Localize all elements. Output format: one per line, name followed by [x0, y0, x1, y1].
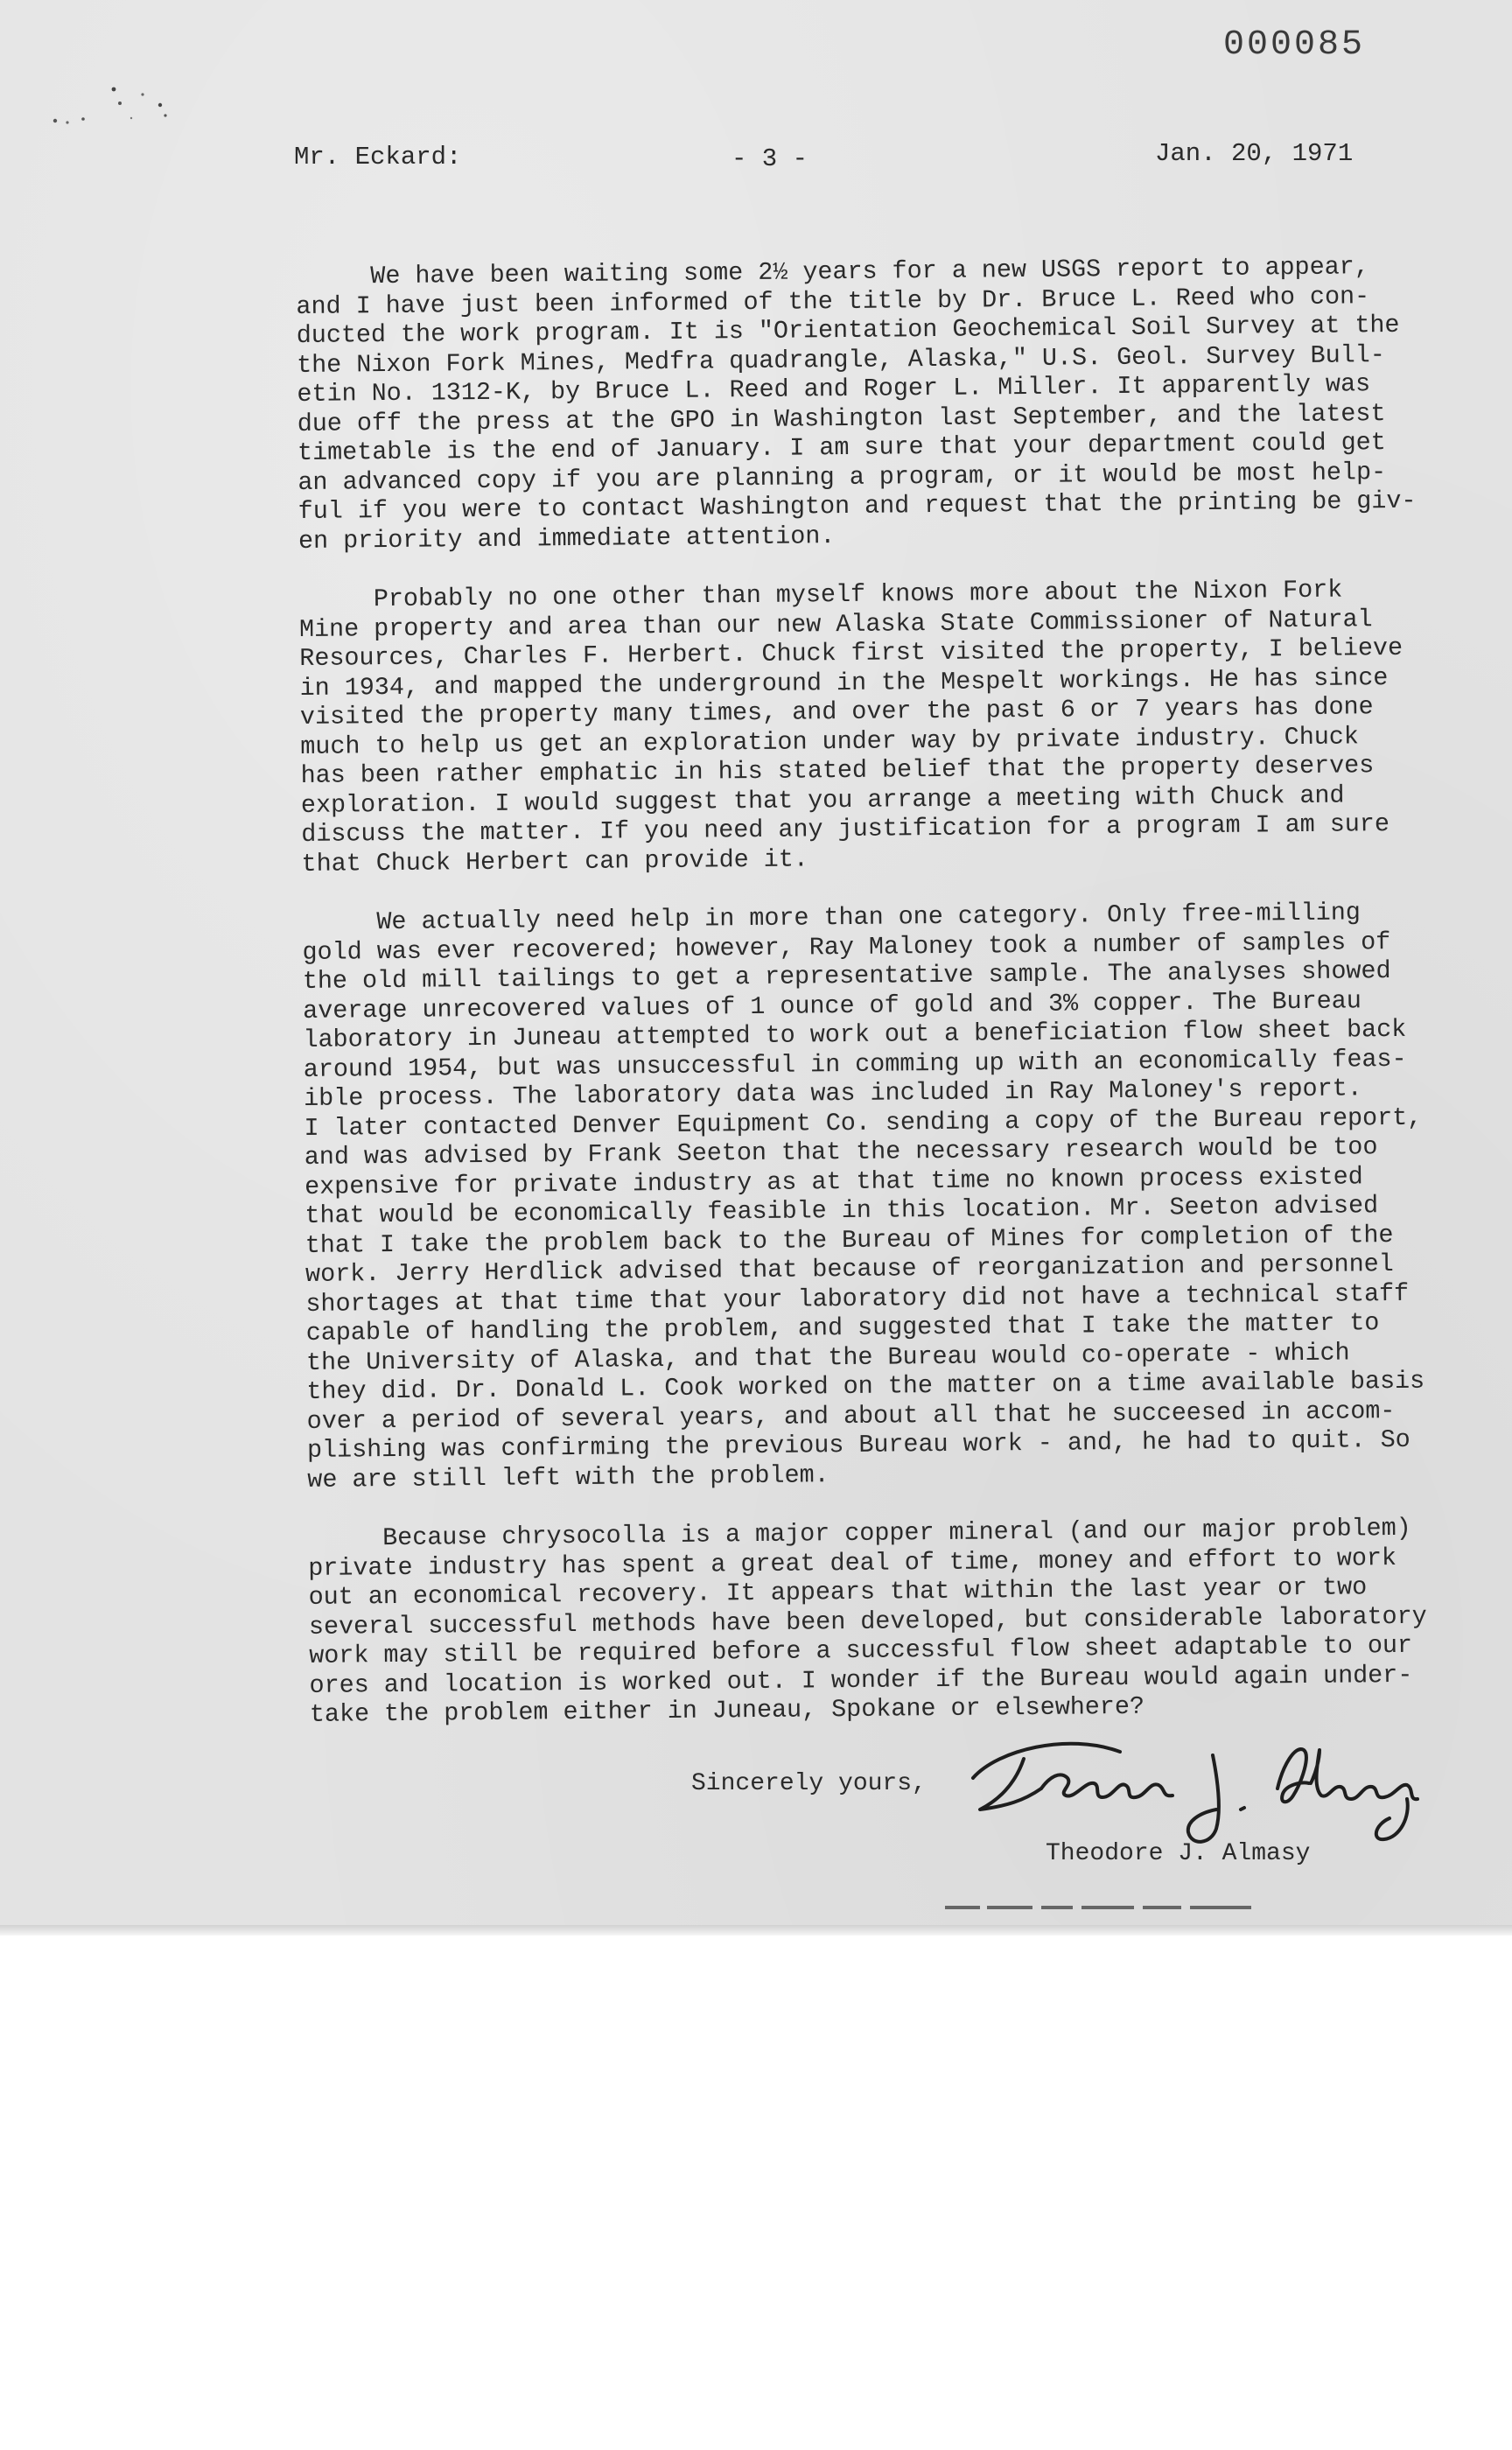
text-line: they did. Dr. Donald L. Cook worked on the matter on a time available basis — [306, 1366, 1425, 1406]
text-line: visited the property many times, and over the past 6 or 7 years has done — [299, 692, 1374, 732]
text-line: in 1934, and mapped the underground in the Mespelt workings. He has since — [299, 662, 1389, 703]
text-line: capable of handling the problem, and suggested that I take the matter to — [305, 1308, 1380, 1348]
text-line: ducted the work program. It is "Orientation Geochemical Soil Survey at the — [296, 310, 1400, 350]
cut-off-text-fragment — [945, 1904, 1278, 1911]
text-line: the University of Alaska, and that the Bureau would co-operate - which — [305, 1337, 1350, 1377]
text-line: I later contacted Denver Equipment Co. sending a copy of the Bureau report, — [304, 1102, 1423, 1143]
text-line: that I take the problem back to the Bureau of Mines for completion of the — [304, 1220, 1394, 1260]
text-line: ores and location is worked out. I wonder if the Bureau would again under- — [309, 1660, 1413, 1700]
paragraph — [296, 252, 1417, 556]
text-line: around 1954, but was unsuccessful in comming up with an economically feas- — [303, 1044, 1407, 1084]
text-line: en priority and immediate attention. — [298, 521, 836, 556]
text-line: the old mill tailings to get a representative sample. The analyses showed — [302, 956, 1391, 996]
text-line: discuss the matter. If you need any justification for a program I am sure — [301, 809, 1390, 849]
text-line: Mine property and area than our new Alaska State Commissioner of Natural — [298, 604, 1373, 644]
text-line: has been rather emphatic in his stated belief that the property deserves — [300, 751, 1375, 790]
page-marker: - 3 - — [732, 144, 808, 173]
text-line: exploration. I would suggest that you arrange a meeting with Chuck and — [300, 780, 1345, 820]
text-line: Probably no one other than myself knows more about the Nixon Fork — [298, 575, 1343, 614]
text-line: Because chrysocolla is a major copper mineral (and our major problem) — [307, 1513, 1411, 1553]
document-number: 000085 — [1223, 25, 1366, 65]
text-line: the Nixon Fork Mines, Medfra quadrangle, Alaska," U.S. Geol. Survey Bull- — [296, 340, 1385, 380]
text-line: due off the press at the GPO in Washington last September, and the latest — [297, 398, 1386, 438]
text-line: timetable is the end of January. I am sure that your department could get — [297, 428, 1386, 467]
text-line: shortages at that time that your laboratory did not have a technical staff — [305, 1278, 1410, 1319]
text-line: etin No. 1312-K, by Bruce L. Reed and Roger L. Miller. It apparently was — [297, 369, 1371, 409]
closing: Sincerely yours, — [691, 1770, 927, 1797]
typed-signature-name: Theodore J. Almasy — [1046, 1840, 1311, 1867]
text-line: out an economical recovery. It appears that within the last year or two — [308, 1572, 1368, 1612]
text-line: We actually need help in more than one category. Only free-milling — [302, 898, 1361, 937]
text-line: average unrecovered values of 1 ounce of gold and 3% copper. The Bureau — [303, 985, 1362, 1026]
text-line: plishing was confirming the previous Bureau work - and, he had to quit. So — [306, 1424, 1410, 1465]
text-line: work. Jerry Herdlick advised that because of reorganization and personnel — [304, 1250, 1394, 1289]
text-line: much to help us get an exploration under way by private industry. Chuck — [300, 721, 1360, 761]
text-line: gold was ever recovered; however, Ray Maloney took a number of samples of — [302, 927, 1391, 967]
scan-specks — [48, 70, 188, 149]
paragraph — [299, 575, 1413, 878]
text-line: ful if you were to contact Washington and request that the printing be giv- — [298, 486, 1417, 526]
text-line: over a period of several years, and about all that he succeesed in accom- — [306, 1396, 1396, 1436]
text-line: We have been waiting some 2½ years for a new USGS report to appear, — [296, 252, 1369, 291]
text-line: ible process. The laboratory data was included in Ray Maloney's report. — [304, 1074, 1362, 1113]
text-line: Resources, Charles F. Herbert. Chuck first visited the property, I believe — [299, 633, 1404, 673]
text-line: an advanced copy if you are planning a program, or it would be most help- — [298, 457, 1387, 497]
paragraph — [302, 898, 1425, 1494]
text-line: private industry has spent a great deal of time, money and effort to work — [308, 1543, 1397, 1583]
text-line: and was advised by Frank Seeton that the necessary research would be too — [304, 1132, 1378, 1172]
text-line: and I have just been informed of the title by Dr. Bruce L. Reed who con- — [296, 281, 1370, 321]
text-line: we are still left with the problem. — [307, 1460, 830, 1494]
addressee: Mr. Eckard: — [294, 143, 462, 172]
text-line: laboratory in Juneau attempted to work out a beneficiation flow sheet back — [303, 1014, 1407, 1054]
text-line: that Chuck Herbert can provide it. — [301, 844, 808, 878]
text-line: that would be economically feasible in this location. Mr. Seeton advised — [304, 1191, 1379, 1230]
text-line: several successful methods have been developed, but considerable laboratory — [308, 1601, 1427, 1642]
text-line: take the problem either in Juneau, Spokane or elsewhere? — [309, 1691, 1145, 1729]
handwritten-signature — [962, 1698, 1435, 1855]
letter-body — [296, 252, 1427, 1760]
letter-date: Jan. 20, 1971 — [1155, 139, 1354, 168]
text-line: expensive for private industry as at that time no known process existed — [304, 1161, 1363, 1201]
page-bottom-edge — [0, 1925, 1512, 1936]
text-line: work may still be required before a successful flow sheet adaptable to our — [309, 1630, 1413, 1670]
